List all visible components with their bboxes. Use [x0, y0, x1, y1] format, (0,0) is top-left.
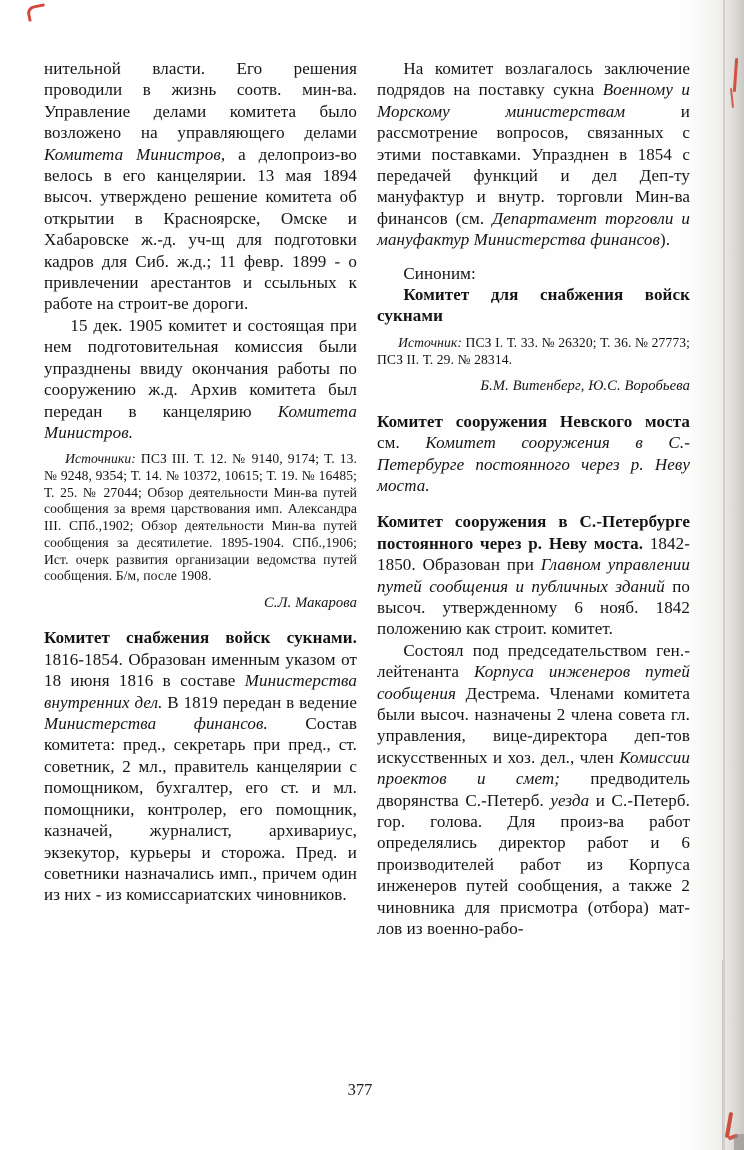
text-segment: Синоним: — [403, 263, 476, 283]
right-column — [377, 58, 690, 939]
paragraph — [44, 58, 357, 315]
text-segment: Комиссии проектов и смет; — [377, 747, 690, 789]
text-segment: В 1819 передан в ведение — [162, 692, 357, 712]
text-segment: ). — [660, 230, 671, 250]
text-segment: Б.М. Витенберг, Ю.С. Воробьева — [480, 378, 690, 395]
text-segment: 1816-1854. Образован именным указом от 18 июня 1816 в составе — [44, 649, 357, 691]
text-segment: по высоч. утвержденному 6 нояб. 1842 положению как строит. комитет. — [377, 576, 690, 639]
text-segment: ПСЗ III. Т. 12. № 9140, 9174; Т. 13. № 9248, 9354; Т. 14. № 10372, 10615; Т. 19. № 16485; Т. 25. № 27044; Обзор деятельности Мин-ва путей сообщения за время царствования имп. Александра III. СПб.,1902; Обзор деятельности Мин-ва путей сообщения за десятилетие. 1895-1904. СПб.,1906; Ист. очерк развития организации ведомства путей сообщения. Б/м, после 1908. — [44, 451, 357, 584]
scan-edge-shadow — [718, 0, 744, 1150]
paragraph — [377, 58, 690, 251]
text-segment: Департамент торговли и мануфактур Министерства финансов — [377, 208, 690, 250]
text-segment: ПСЗ I. Т. 33. № 26320; Т. 36. № 27773; ПСЗ II. Т. 29. № 28314. — [377, 334, 690, 367]
text-segment: Комитет для снабжения войск сукнами — [377, 285, 690, 326]
paragraph — [377, 377, 690, 395]
paragraph — [377, 511, 690, 639]
text-segment: уезда — [550, 790, 590, 810]
text-segment: Источники: — [65, 451, 136, 467]
paragraph — [377, 411, 690, 497]
red-pen-mark-top-left — [26, 3, 48, 22]
paragraph — [44, 451, 357, 585]
text-area — [44, 58, 690, 939]
text-segment: Комитет сооружения в С.-Петербурге постоянного через р. Неву моста. — [377, 512, 690, 553]
text-segment: Комитет снабжения войск сукнами. — [44, 628, 357, 648]
text-segment: Источник: — [398, 334, 463, 350]
page-number: 377 — [347, 1080, 373, 1099]
text-segment: Дестрема. Членами комитета были высоч. назначены 2 члена совета гл. управления, вице-директора деп-тов искусственных и хоз. дел., член — [377, 683, 690, 767]
text-segment: и рассмотрение вопросов, связанных с этими поставками. Упразднен в 1854 с передачей функций и дел Деп-ту мануфактур и внутр. торговли Мин-ва финансов (см. — [377, 101, 690, 228]
text-segment: 1842-1850. Образован при — [377, 533, 690, 575]
text-segment: Комитета Министров — [44, 144, 221, 164]
paragraph — [377, 263, 690, 284]
text-segment: Комитет сооружения Невского моста — [377, 411, 690, 431]
text-segment: см. — [377, 433, 426, 453]
text-segment: Состоял под председательством ген.-лейтенанта — [377, 640, 690, 682]
paragraph — [44, 315, 357, 443]
text-segment: и С.-Петерб. гор. голова. Для произ-ва работ определялись директор работ и 6 производителей работ из Корпуса инженеров путей сообщения, а также 2 чиновника для присмотра (отбора) мат-лов из военно-рабо- — [377, 790, 690, 939]
text-segment: Состав комитета: пред., секретарь при пред., ст. советник, 2 мл., правитель канцелярии с помощником, бухгалтер, его ст. и мл. помощники, контролер, его помощник, казначей, журналист, архивариус, экзекутор, курьеры и сторожа. Пред. и советники назначались имп., причем один из них - из комиссариатских чиновников. — [44, 714, 357, 905]
text-segment: С.Л. Макарова — [264, 595, 357, 612]
left-column — [44, 58, 357, 939]
text-segment: Военному и Морскому министерствам — [377, 80, 690, 121]
text-segment: предводитель дворянства С.-Петерб. — [377, 769, 690, 810]
text-segment: 15 дек. 1905 комитет и состоящая при нем подготовительная комиссия были упразднены ввиду окончания работы по сооружению ж.д. Архив комитета был передан в канцелярию — [44, 315, 357, 421]
text-segment: Комитета Министров. — [44, 401, 357, 442]
paragraph — [44, 627, 357, 905]
text-segment: Министерства финансов. — [44, 714, 268, 734]
paragraph — [377, 640, 690, 940]
text-segment: Главном управлении путей сообщения и публичных зданий — [377, 555, 690, 596]
paragraph — [377, 335, 690, 368]
text-segment: Комитет сооружения в С.-Петербурге постоянного через р. Неву моста. — [377, 433, 690, 495]
text-segment: На комитет возлагалось заключение подрядов на поставку сукна — [377, 59, 690, 100]
paragraph — [377, 284, 690, 327]
text-segment: , а делопроиз-во велось в его канцелярии. 13 мая 1894 высоч. утверждено решение комитета об открытии в Красноярске, Омске и Хабаровске ж.-д. уч-щ для подготовки кадров для Сиб. ж.д.; 11 февр. 1899 - о привлечении арестантов и ссыльных к работе на строит-ве дороги. — [44, 144, 357, 314]
text-segment: нительной власти. Его решения проводили в жизнь соотв. мин-ва. Управление делами комитета было возложено на управляющего делами — [44, 59, 357, 143]
scan-edge-line — [723, 0, 725, 1150]
text-segment: Министерства внутренних дел. — [44, 671, 357, 712]
text-segment: Корпуса инженеров путей сообщения — [377, 662, 690, 703]
paragraph — [44, 594, 357, 612]
